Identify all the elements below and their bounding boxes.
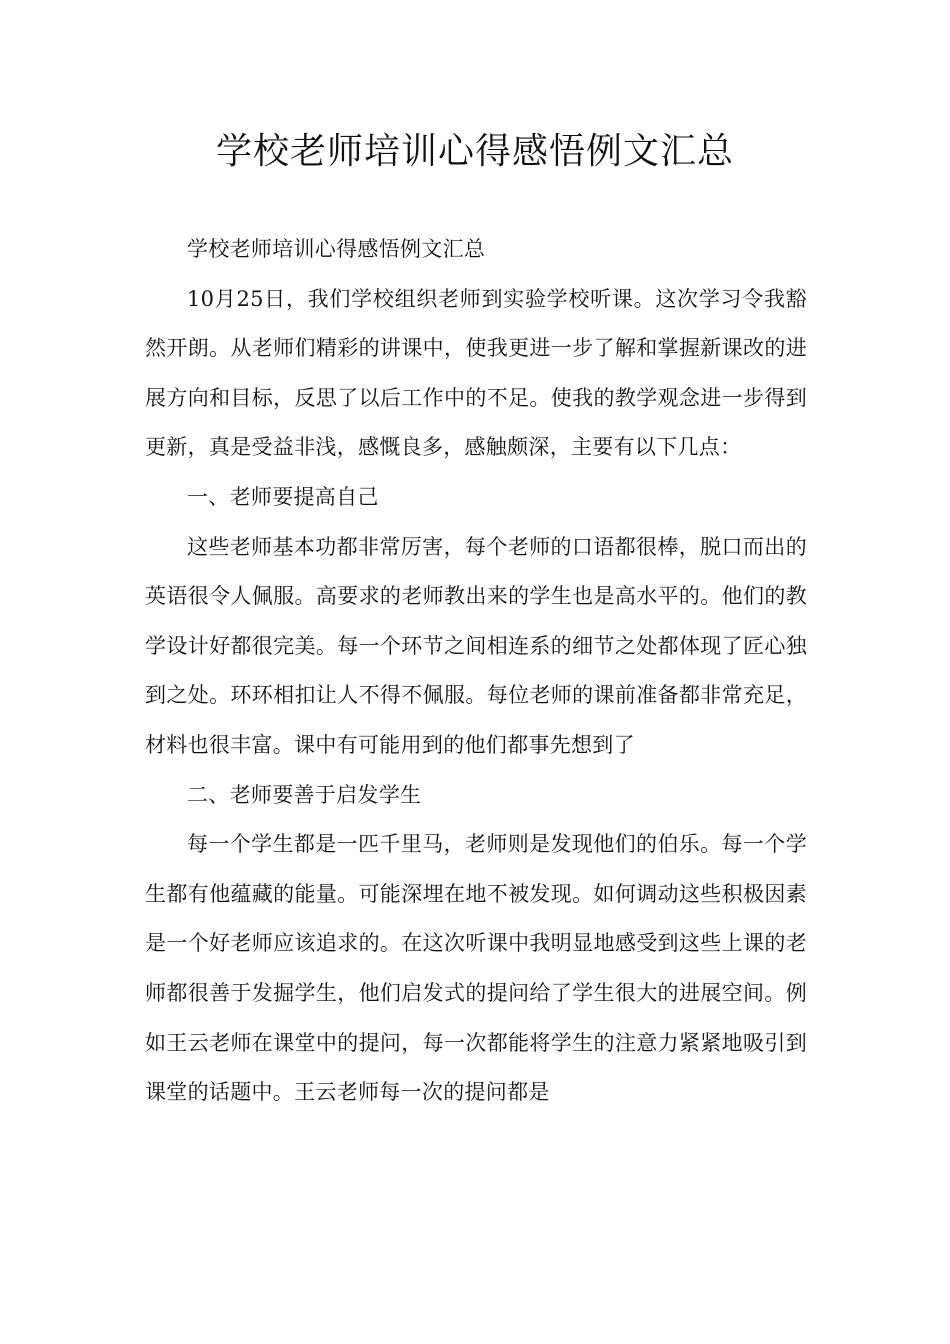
section-2-paragraph: 每一个学生都是一匹千里马，老师则是发现他们的伯乐。每一个学生都有他蕴藏的能量。可能深埋在地不被发现。如何调动这些积极因素是一个好老师应该追求的。在这次听课中我明显地感受到这些上课的老师都很善于发掘学生，他们启发式的提问给了学生很大的进展空间。例如王云老师在课堂中的提问，每一次都能将学生的注意力紧紧地吸引到课堂的话题中。王云老师每一次的提问都是 xyxy=(145,832,807,1105)
document-title: 学校老师培训心得感悟例文汇总 xyxy=(215,131,734,172)
section-heading-1: 一、老师要提高自己 xyxy=(187,484,379,509)
document-body xyxy=(145,225,807,1118)
subtitle-paragraph: 学校老师培训心得感悟例文汇总 xyxy=(187,237,486,261)
section-heading-2: 二、老师要善于启发学生 xyxy=(187,782,422,807)
section-1-paragraph: 这些老师基本功都非常厉害，每个老师的口语都很棒，脱口而出的英语很令人佩服。高要求的老师教出来的学生也是高水平的。他们的教学设计好都很完美。每一个环节之间相连系的细节之处都体现了匠心独到之处。环环相扣让人不得不佩服。每位老师的课前准备都非常充足，材料也很丰富。课中有可能用到的他们都事先想到了 xyxy=(145,534,807,757)
intro-paragraph: 10月25日，我们学校组织老师到实验学校听课。这次学习令我豁然开朗。从老师们精彩的讲课中，使我更进一步了解和掌握新课改的进展方向和目标，反思了以后工作中的不足。使我的教学观念进一步得到更新，真是受益非浅，感慨良多，感触颇深，主要有以下几点： xyxy=(145,286,807,460)
